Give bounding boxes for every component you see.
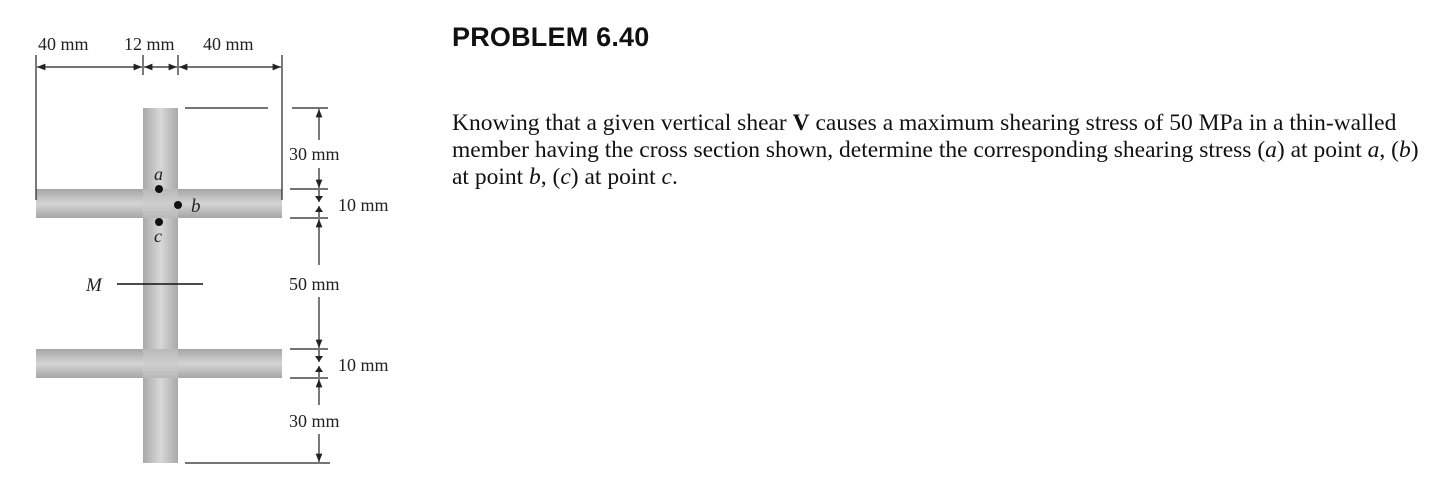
- point-b-label: b: [191, 196, 201, 217]
- dim-right-1-label: 30 mm: [289, 144, 340, 164]
- dim-top-left-label: 40 mm: [38, 34, 89, 54]
- dim-top-center-label: 12 mm: [124, 34, 175, 54]
- dim-top-right-label: 40 mm: [203, 34, 254, 54]
- cross-section-shape: [36, 108, 282, 463]
- point-c-dot: [155, 218, 163, 226]
- problem-heading: PROBLEM 6.40: [452, 22, 650, 52]
- point-c-label: c: [154, 226, 162, 246]
- point-a-dot: [155, 185, 163, 193]
- shear-symbol: V: [792, 110, 810, 136]
- dim-right-4-label: 10 mm: [338, 355, 389, 375]
- point-a-label: a: [154, 164, 163, 184]
- problem-statement: Knowing that a given vertical shear V causes a maximum shearing stress of 50 MPa in a thin-walled member having the cross section shown, determine the corresponding shearing stress (a) at point a, (b) at point b, (c) at point c.: [452, 110, 1419, 190]
- neutral-axis-label: M: [86, 275, 102, 296]
- cross-section-figure: [0, 0, 430, 488]
- dim-right-2-label: 10 mm: [338, 195, 389, 215]
- vertical-web: [143, 108, 178, 463]
- dim-right-3-label: 50 mm: [289, 274, 340, 294]
- point-b-dot: [174, 201, 182, 209]
- dim-right-5-label: 30 mm: [289, 411, 340, 431]
